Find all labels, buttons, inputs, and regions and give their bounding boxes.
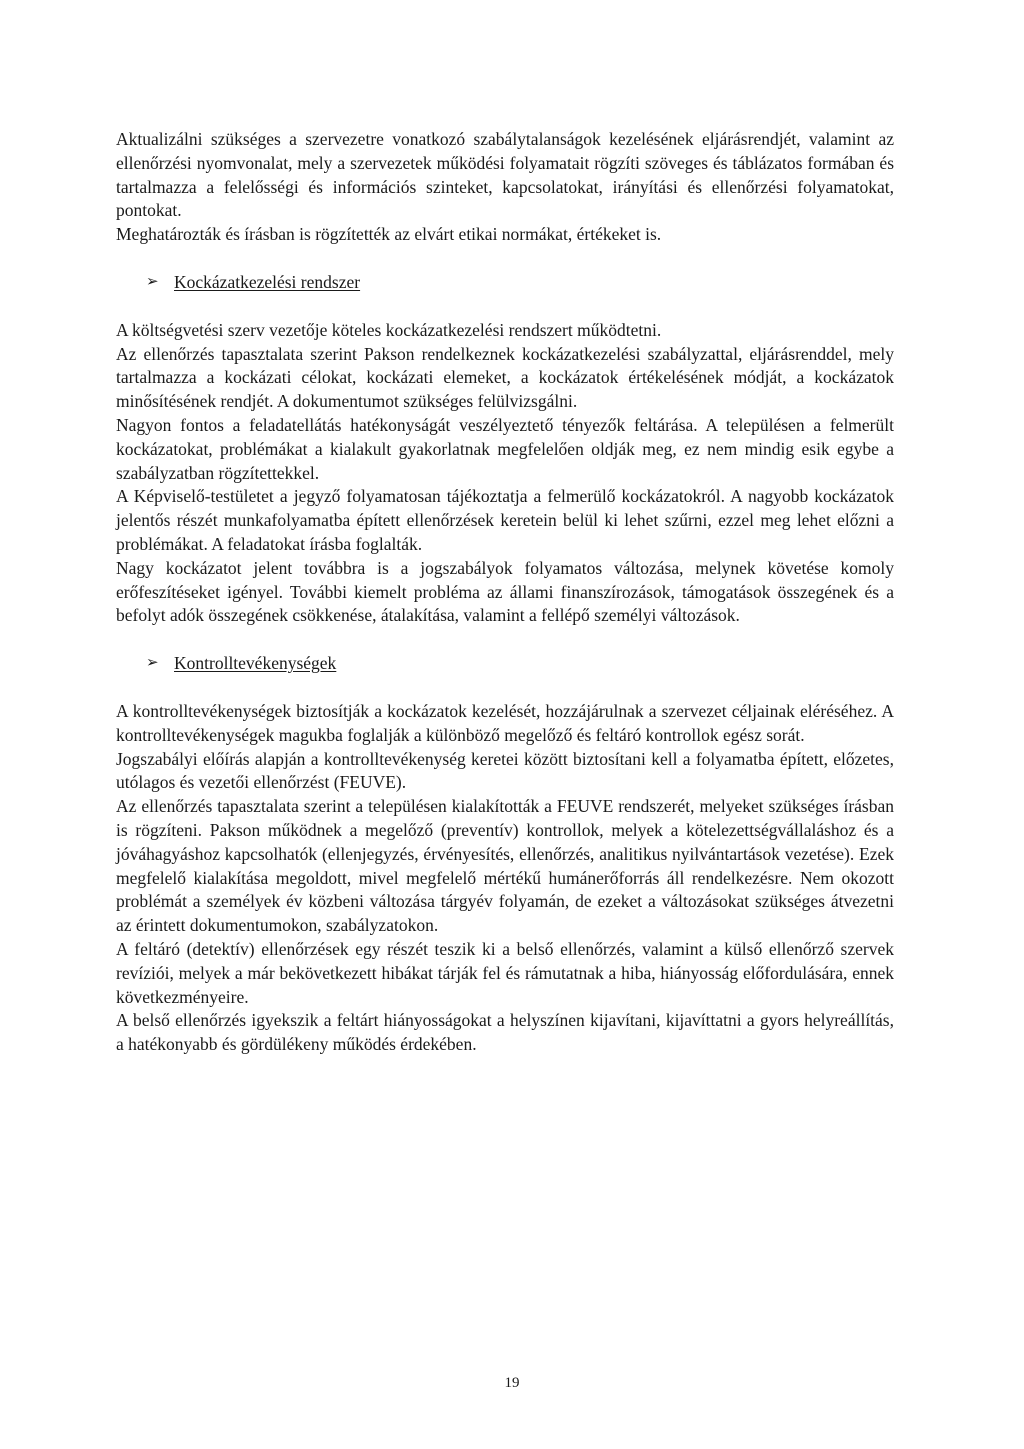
section1-paragraph-2: Az ellenőrzés tapasztalata szerint Pakson rendelkeznek kockázatkezelési szabályzattal, eljárásrenddel, mely tartalmazza a kockázati célokat, kockázati elemeket, a kockázatok értékelésének módját, a kockázatok minősítésének rendjét. A dokumentumot szükséges felülvizsgálni. [116, 343, 894, 412]
section-heading-risk-management [116, 271, 894, 295]
section2-paragraph-3: Az ellenőrzés tapasztalata szerint a településen kialakították a FEUVE rendszerét, melyeket szükséges írásban is rögzíteni. Pakson működnek a megelőző (preventív) kontrollok, melyek a kötelezettségvállaláshoz és a jóváhagyáshoz kapcsolhatók (ellenjegyzés, érvényesítés, ellenőrzés, analitikus nyilvántartások vezetése). Ezek megfelelő kialakítása megoldott, mivel megfelelő mértékű humánerőforrás áll rendelkezésre. Nem okozott problémát a személyek év közbeni változása tárgyév folyamán, de ezeket a változásokat szükséges átvezetni az érintett dokumentumokon, szabályzatokon. [116, 796, 894, 936]
section2-paragraph-4: A feltáró (detektív) ellenőrzések egy részét teszik ki a belső ellenőrzés, valamint a külső ellenőrző szervek revíziói, melyek a már bekövetkezett hibákat tárják fel és rámutatnak a hiba, hiányosság előfordulására, ennek következményeire. [116, 938, 894, 1007]
arrow-bullet-icon: ➢ [146, 655, 159, 672]
section2-paragraph-2: Jogszabályi előírás alapján a kontrolltevékenység keretei között biztosítani kell a folyamatba épített, előzetes, utólagos és vezetői ellenőrzést (FEUVE). [116, 748, 894, 793]
section2-paragraph-1: A kontrolltevékenységek biztosítják a kockázatok kezelését, hozzájárulnak a szervezet céljainak eléréséhez. A kontrolltevékenységek magukba foglalják a különböző megelőző és feltáró kontrollok egész sorát. [116, 700, 894, 745]
arrow-bullet-icon: ➢ [146, 273, 159, 290]
page-number: 19 [504, 1375, 520, 1391]
intro-paragraph-2: Meghatározták és írásban is rögzítették az elvárt etikai normákat, értékeket is. [116, 224, 662, 245]
section2-paragraph-5: A belső ellenőrzés igyekszik a feltárt hiányosságokat a helyszínen kijavítani, kijavíttatni a gyors helyreállítás, a hatékonyabb és gördülékeny működés érdekében. [116, 1010, 894, 1055]
intro-paragraph-1: Aktualizálni szükséges a szervezetre vonatkozó szabálytalanságok kezelésének eljárásrendjét, valamint az ellenőrzési nyomvonalat, mely a szervezetek működési folyamatait rögzíti szöveges és táblázatos formában és tartalmazza a felelősségi és információs szinteket, kapcsolatokat, irányítási és ellenőrzési folyamatokat, pontokat. [116, 129, 894, 221]
section1-paragraph-4: A Képviselő-testületet a jegyző folyamatosan tájékoztatja a felmerülő kockázatokról. A nagyobb kockázatok jelentős részét munkafolyamatba épített ellenőrzések keretein belül ki lehet szűrni, ezzel meg lehet előzni a problémákat. A feladatokat írásba foglalták. [116, 486, 894, 554]
section1-paragraph-5: Nagy kockázatot jelent továbbra is a jogszabályok folyamatos változása, melynek követése komoly erőfeszítéseket igényel. További kiemelt probléma az állami finanszírozások, támogatások összegének és a befolyt adók összegének csökkenése, átalakítása, valamint a fellépő személyi változások. [116, 557, 894, 626]
section-title: Kontrolltevékenységek [174, 653, 337, 674]
document-page [116, 128, 894, 1057]
section-title: Kockázatkezelési rendszer [174, 271, 361, 292]
section-heading-control-activities [116, 652, 894, 676]
section1-paragraph-3: Nagyon fontos a feladatellátás hatékonyságát veszélyeztető tényezők feltárása. A településen a felmerült kockázatokat, problémákat a kialakult gyakorlatnak megfelelően oldják meg, ez nem mindig esik egybe a szabályzatban rögzítettekkel. [116, 414, 894, 483]
section1-paragraph-1: A költségvetési szerv vezetője köteles kockázatkezelési rendszert működtetni. [116, 319, 662, 340]
